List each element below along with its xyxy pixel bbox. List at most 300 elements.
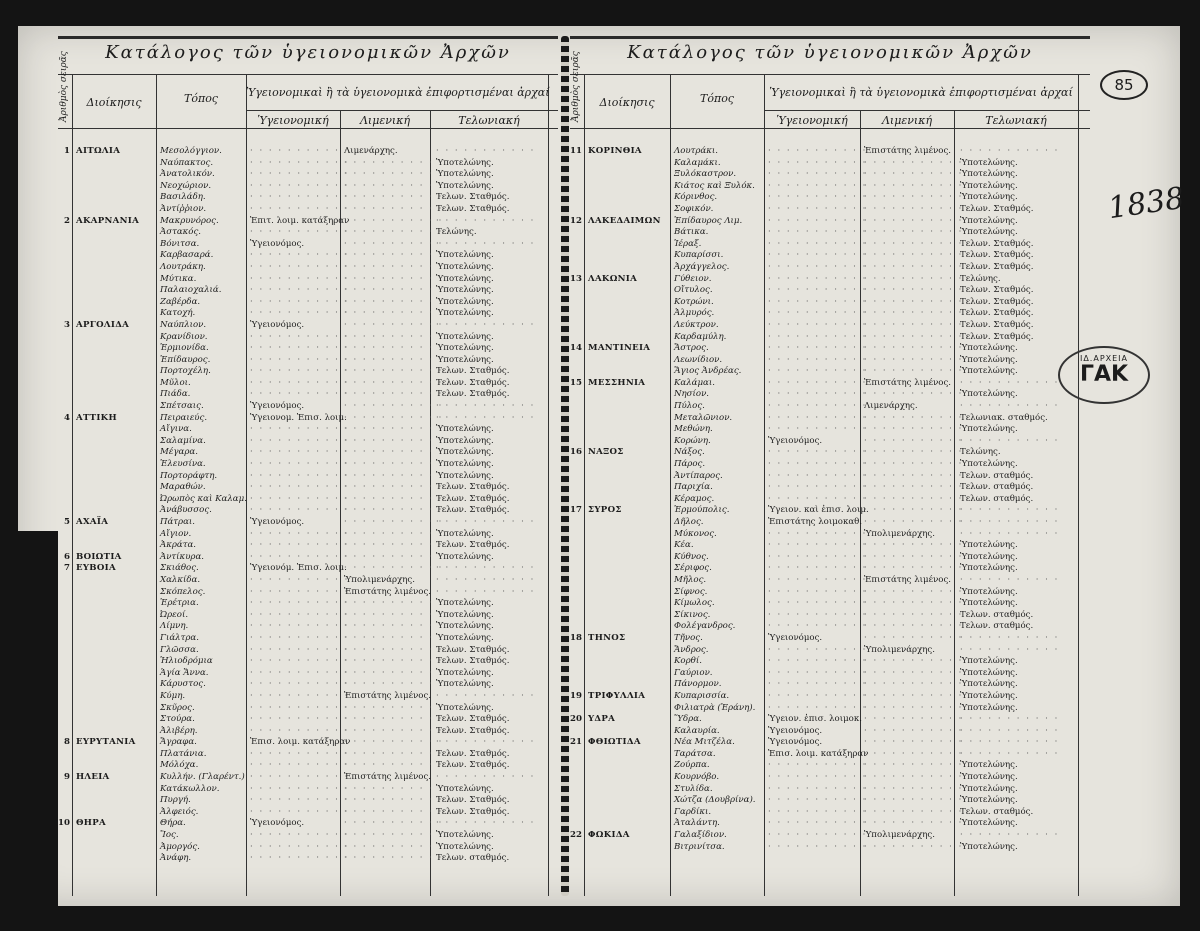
- row-topos: Ἀλφειός.: [160, 806, 199, 817]
- table-row: [58, 355, 558, 367]
- row-teloniaki: · · · · · · · · · · ·: [436, 563, 536, 574]
- table-row: [570, 401, 1090, 413]
- row-limeniki: · · · · · · · · · · ·: [344, 598, 444, 609]
- row-ygeionomiki: · · · · · · · · · · ·: [250, 853, 350, 864]
- row-limeniki: · · · · · · · · · · ·: [344, 818, 444, 829]
- row-topos: Ἀντίῤῥιον.: [160, 203, 207, 214]
- header-ygei: Ὑγειονομική: [257, 114, 329, 127]
- row-number: 16: [570, 447, 582, 458]
- header-limen: Λιμενική: [359, 114, 411, 127]
- row-topos: Πορτοχέλη.: [160, 366, 211, 377]
- row-number: 10: [58, 818, 70, 829]
- row-topos: Πάρος.: [674, 459, 706, 470]
- table-row: [58, 320, 558, 332]
- row-ygeionomiki: Ἐπιτ. λοιμ. κατάξηραν: [250, 215, 350, 226]
- row-teloniaki: Ὑποτελώνης.: [960, 656, 1018, 667]
- table-row: [58, 795, 558, 807]
- table-row: [58, 517, 558, 529]
- row-limeniki: Ἐπιστάτης λιμένος.: [344, 772, 432, 783]
- row-teloniaki: · · · · · · · · · · ·: [436, 146, 536, 156]
- row-teloniaki: · · · · · · · · · · ·: [960, 725, 1060, 736]
- row-number: 3: [64, 319, 70, 330]
- row-topos: Νησίον.: [674, 389, 710, 400]
- row-limeniki: · · · · · · · · · · ·: [864, 366, 964, 377]
- row-teloniaki: Τελωνιακ. σταθμός.: [960, 412, 1048, 423]
- row-dioikisis: ΚΟΡΙΝΘΙΑ: [588, 146, 642, 156]
- row-number: 8: [64, 737, 70, 748]
- row-teloniaki: · · · · · · · · · · ·: [436, 238, 536, 249]
- table-row: [570, 146, 1090, 158]
- row-ygeionomiki: · · · · · · · · · · ·: [250, 679, 350, 690]
- row-limeniki: · · · · · · · · · · ·: [864, 551, 964, 562]
- table-row: [58, 389, 558, 401]
- table-row: [58, 332, 558, 344]
- row-limeniki: · · · · · · · · · · ·: [344, 401, 444, 412]
- table-row: [570, 332, 1090, 344]
- row-teloniaki: Τελων. Σταθμός.: [436, 714, 510, 725]
- row-topos: Λίμνη.: [160, 621, 189, 632]
- row-teloniaki: Ὑποτελώνης.: [436, 783, 494, 794]
- table-row: [58, 216, 558, 228]
- table-row: [58, 447, 558, 459]
- row-ygeionomiki: · · · · · · · · · · ·: [250, 366, 350, 377]
- row-teloniaki: Τελώνης.: [960, 447, 1001, 458]
- row-ygeionomiki: · · · · · · · · · · ·: [768, 319, 868, 330]
- row-topos: Μέγαρα.: [160, 447, 198, 458]
- row-ygeionomiki: · · · · · · · · · · ·: [250, 621, 350, 632]
- row-ygeionomiki: Ἐπισ. λοιμ. κατάξηραν: [768, 748, 869, 759]
- row-ygeionomiki: · · · · · · · · · · ·: [250, 470, 350, 481]
- row-ygeionomiki: · · · · · · · · · · ·: [250, 702, 350, 713]
- row-topos: Κυλλήν. (Γλαρέντ.): [160, 772, 245, 783]
- row-ygeionomiki: · · · · · · · · · · ·: [250, 377, 350, 388]
- row-teloniaki: Ὑποτελώνης.: [960, 424, 1018, 435]
- header-limen: Λιμενική: [881, 114, 933, 127]
- table-row: [58, 158, 558, 170]
- row-ygeionomiki: · · · · · · · · · · ·: [768, 679, 868, 690]
- row-teloniaki: Ὑποτελώνης.: [436, 609, 494, 620]
- row-teloniaki: Τελων. Σταθμός.: [436, 644, 510, 655]
- row-teloniaki: · · · · · · · · · · ·: [960, 574, 1060, 585]
- row-limeniki: · · · · · · · · · · ·: [344, 702, 444, 713]
- row-ygeionomiki: · · · · · · · · · · ·: [250, 841, 350, 852]
- row-topos: Κύθνος.: [674, 551, 709, 562]
- row-topos: Λουτράκη.: [160, 261, 206, 272]
- row-ygeionomiki: · · · · · · · · · · ·: [768, 470, 868, 481]
- row-limeniki: · · · · · · · · · · ·: [864, 215, 964, 226]
- row-teloniaki: Τελων. Σταθμός.: [960, 250, 1034, 261]
- row-topos: Παλαιοχαλιά.: [160, 285, 222, 296]
- row-limeniki: · · · · · · · · · · ·: [344, 621, 444, 632]
- row-topos: Ἀλιβέρη.: [160, 725, 198, 736]
- row-ygeionomiki: · · · · · · · · · · ·: [250, 505, 350, 516]
- table-row: [570, 668, 1090, 680]
- row-ygeionomiki: Ὑγειονόμος.: [768, 435, 823, 446]
- table-row: [570, 760, 1090, 772]
- table-row: [58, 598, 558, 610]
- table-row: [570, 297, 1090, 309]
- left-page: [58, 36, 558, 896]
- row-number: 4: [64, 412, 70, 423]
- table-row: [58, 146, 558, 158]
- row-topos: Ναύπλιον.: [160, 319, 207, 330]
- table-row: [570, 575, 1090, 587]
- row-limeniki: · · · · · · · · · · ·: [344, 354, 444, 365]
- row-limeniki: · · · · · · · · · · ·: [864, 493, 964, 504]
- row-dioikisis: ΜΕΣΣΗΝΙΑ: [588, 377, 646, 388]
- row-ygeionomiki: · · · · · · · · · · ·: [768, 331, 868, 342]
- row-teloniaki: Ὑποτελώνης.: [960, 389, 1018, 400]
- row-limeniki: · · · · · · · · · · ·: [344, 644, 444, 655]
- row-ygeionomiki: · · · · · · · · · · ·: [250, 551, 350, 562]
- row-teloniaki: Τελων. σταθμός.: [960, 493, 1034, 504]
- row-limeniki: Ἐπιστάτης λιμένος.: [344, 690, 432, 701]
- row-topos: Καλαυρία.: [674, 725, 720, 736]
- table-row: [58, 784, 558, 796]
- row-ygeionomiki: Ὑγειονομ. Ἐπισ. λοιμ.: [250, 412, 347, 423]
- row-limeniki: · · · · · · · · · · ·: [344, 714, 444, 725]
- row-teloniaki: Ὑποτελώνης.: [960, 679, 1018, 690]
- row-topos: Βιτρινίτσα.: [674, 841, 725, 852]
- row-ygeionomiki: · · · · · · · · · · ·: [768, 146, 868, 156]
- table-row: [58, 842, 558, 854]
- row-teloniaki: Ὑποτελώνης.: [436, 250, 494, 261]
- row-limeniki: Ἐπιστάτης λιμένος.: [864, 146, 952, 156]
- header-topos: Τόπος: [700, 92, 734, 105]
- row-limeniki: · · · · · · · · · · ·: [344, 470, 444, 481]
- table-row: [570, 517, 1090, 529]
- table-row: [570, 563, 1090, 575]
- row-limeniki: · · · · · · · · · · ·: [344, 447, 444, 458]
- row-limeniki: · · · · · · · · · · ·: [864, 679, 964, 690]
- table-row: [58, 668, 558, 680]
- row-topos: Ἄστρος.: [674, 343, 709, 354]
- row-limeniki: · · · · · · · · · · ·: [344, 609, 444, 620]
- row-topos: Κυπαρίσσι.: [674, 250, 724, 261]
- row-teloniaki: Ὑποτελώνης.: [436, 424, 494, 435]
- row-limeniki: Ὑπολιμενάρχης.: [864, 644, 935, 655]
- row-topos: Γύθειον.: [674, 273, 712, 284]
- row-teloniaki: · · · · · · · · · · ·: [436, 412, 536, 423]
- table-row: [570, 192, 1090, 204]
- table-row: [58, 505, 558, 517]
- row-topos: Ἴος.: [160, 830, 179, 841]
- row-teloniaki: Ὑποτελώνης.: [960, 169, 1018, 180]
- row-teloniaki: Ὑποτελώνης.: [436, 528, 494, 539]
- row-limeniki: · · · · · · · · · · ·: [864, 656, 964, 667]
- table-row: [570, 633, 1090, 645]
- row-teloniaki: Ὑποτελώνης.: [436, 261, 494, 272]
- table-row: [570, 587, 1090, 599]
- row-topos: Πορτοράφτη.: [160, 470, 218, 481]
- row-ygeionomiki: · · · · · · · · · · ·: [250, 296, 350, 307]
- row-dioikisis: ΦΘΙΩΤΙΔΑ: [588, 737, 641, 748]
- row-topos: Γαρδίκι.: [674, 806, 712, 817]
- row-dioikisis: ΦΩΚΙΔΑ: [588, 830, 630, 841]
- table-row: [58, 621, 558, 633]
- row-limeniki: · · · · · · · · · · ·: [344, 343, 444, 354]
- table-row: [58, 529, 558, 541]
- row-ygeionomiki: · · · · · · · · · · ·: [250, 459, 350, 470]
- row-topos: Ἄνδρος.: [674, 644, 709, 655]
- row-limeniki: · · · · · · · · · · ·: [864, 250, 964, 261]
- row-teloniaki: Τελων. Σταθμός.: [960, 308, 1034, 319]
- row-topos: Τῆνος.: [674, 632, 703, 643]
- table-row: [570, 389, 1090, 401]
- row-ygeionomiki: · · · · · · · · · · ·: [768, 482, 868, 493]
- row-limeniki: · · · · · · · · · · ·: [344, 760, 444, 771]
- row-limeniki: · · · · · · · · · · ·: [344, 296, 444, 307]
- row-teloniaki: Ὑποτελώνης.: [960, 586, 1018, 597]
- row-teloniaki: Ὑποτελώνης.: [960, 690, 1018, 701]
- row-teloniaki: · · · · · · · · · · ·: [960, 377, 1060, 388]
- row-teloniaki: Τελων. Σταθμός.: [436, 806, 510, 817]
- row-dioikisis: ΑΤΤΙΚΗ: [76, 412, 117, 423]
- row-ygeionomiki: · · · · · · · · · · ·: [250, 308, 350, 319]
- row-ygeionomiki: · · · · · · · · · · ·: [768, 238, 868, 249]
- table-row: [570, 645, 1090, 657]
- row-topos: Δῆλος.: [674, 517, 704, 527]
- row-ygeionomiki: Ὑγειον. καὶ ἐπισ. λοιμ.: [768, 505, 869, 516]
- table-row: [58, 760, 558, 772]
- row-limeniki: · · · · · · · · · · ·: [344, 435, 444, 446]
- row-dioikisis: ΕΥΡΥΤΑΝΙΑ: [76, 737, 136, 748]
- torn-edge: [18, 531, 58, 931]
- row-teloniaki: · · · · · · · · · · ·: [436, 690, 536, 701]
- row-topos: Ἀταλάντη.: [674, 818, 720, 829]
- row-number: 22: [570, 830, 582, 841]
- table-row: [58, 413, 558, 425]
- table-row: [58, 262, 558, 274]
- row-topos: Σπέτσαις.: [160, 401, 204, 412]
- row-teloniaki: Τελων. Σταθμός.: [436, 505, 510, 516]
- row-topos: Στούρα.: [160, 714, 195, 725]
- table-row: [570, 656, 1090, 668]
- row-ygeionomiki: · · · · · · · · · · ·: [768, 261, 868, 272]
- row-limeniki: · · · · · · · · · · ·: [864, 795, 964, 806]
- row-limeniki: · · · · · · · · · · ·: [864, 714, 964, 725]
- row-teloniaki: Ὑποτελώνης.: [436, 447, 494, 458]
- header-num: Ἀριθμὸς σειρᾶς: [59, 51, 69, 122]
- row-ygeionomiki: · · · · · · · · · · ·: [768, 528, 868, 539]
- row-topos: Μακρυνόρος.: [160, 215, 219, 226]
- row-ygeionomiki: · · · · · · · · · · ·: [250, 435, 350, 446]
- row-ygeionomiki: · · · · · · · · · · ·: [768, 401, 868, 412]
- table-row: [58, 227, 558, 239]
- row-ygeionomiki: · · · · · · · · · · ·: [768, 841, 868, 852]
- table-row: [570, 807, 1090, 819]
- row-topos: Κορθί.: [674, 656, 702, 667]
- row-limeniki: · · · · · · · · · · ·: [864, 505, 964, 516]
- row-teloniaki: Τελων. Σταθμός.: [436, 366, 510, 377]
- row-limeniki: · · · · · · · · · · ·: [344, 412, 444, 423]
- row-teloniaki: Ὑποτελώνης.: [436, 296, 494, 307]
- row-ygeionomiki: · · · · · · · · · · ·: [768, 760, 868, 771]
- row-limeniki: · · · · · · · · · · ·: [864, 203, 964, 214]
- row-limeniki: · · · · · · · · · · ·: [344, 261, 444, 272]
- right-page: [570, 36, 1090, 896]
- row-teloniaki: Ὑποτελώνης.: [436, 551, 494, 562]
- row-teloniaki: Τελων. σταθμός.: [960, 482, 1034, 493]
- row-teloniaki: Τελων. Σταθμός.: [960, 238, 1034, 249]
- row-teloniaki: Τελων. Σταθμός.: [436, 203, 510, 214]
- table-row: [58, 703, 558, 715]
- row-ygeionomiki: · · · · · · · · · · ·: [250, 250, 350, 261]
- row-topos: Καλαμάκι.: [674, 157, 721, 168]
- row-topos: Ἀκράτα.: [160, 540, 196, 551]
- row-limeniki: · · · · · · · · · · ·: [864, 169, 964, 180]
- row-ygeionomiki: · · · · · · · · · · ·: [768, 447, 868, 458]
- row-teloniaki: Τελων. Σταθμός.: [436, 656, 510, 667]
- table-row: [58, 204, 558, 216]
- row-topos: Ζαβέρδα.: [160, 296, 201, 307]
- row-topos: Ἀνάφη.: [160, 853, 192, 864]
- row-ygeionomiki: · · · · · · · · · · ·: [768, 644, 868, 655]
- table-row: [570, 621, 1090, 633]
- row-teloniaki: Ὑποτελώνης.: [436, 435, 494, 446]
- row-teloniaki: Τελων. Σταθμός.: [436, 493, 510, 504]
- row-ygeionomiki: · · · · · · · · · · ·: [250, 203, 350, 214]
- row-ygeionomiki: · · · · · · · · · · ·: [768, 818, 868, 829]
- row-topos: Ἐρέτρια.: [160, 598, 199, 609]
- row-teloniaki: Ὑποτελώνης.: [436, 459, 494, 470]
- row-topos: Ξυλόκαστρον.: [674, 169, 737, 180]
- row-number: 17: [570, 505, 582, 516]
- row-teloniaki: Ὑποτελώνης.: [436, 180, 494, 191]
- row-number: 12: [570, 215, 582, 226]
- row-ygeionomiki: · · · · · · · · · · ·: [250, 261, 350, 272]
- table-row: [570, 714, 1090, 726]
- row-limeniki: · · · · · · · · · · ·: [864, 273, 964, 284]
- row-ygeionomiki: · · · · · · · · · · ·: [250, 714, 350, 725]
- table-row: [570, 343, 1090, 355]
- row-ygeionomiki: · · · · · · · · · · ·: [768, 377, 868, 388]
- row-number: 19: [570, 690, 582, 701]
- row-topos: Καρβασαρά.: [160, 250, 214, 261]
- row-dioikisis: ΤΗΝΟΣ: [588, 632, 626, 643]
- row-limeniki: · · · · · · · · · · ·: [864, 760, 964, 771]
- row-ygeionomiki: · · · · · · · · · · ·: [250, 227, 350, 238]
- row-topos: Ναύπακτος.: [160, 157, 214, 168]
- table-row: [570, 784, 1090, 796]
- table-row: [570, 169, 1090, 181]
- row-number: 2: [64, 215, 70, 226]
- row-topos: Σκῦρος.: [160, 702, 195, 713]
- row-topos: Πιάδα.: [160, 389, 191, 400]
- row-topos: Πύλος.: [674, 401, 705, 412]
- row-topos: Νέα Μιτζέλα.: [674, 737, 735, 748]
- row-limeniki: · · · · · · · · · · ·: [864, 285, 964, 296]
- row-teloniaki: Ὑποτελώνης.: [960, 598, 1018, 609]
- row-topos: Λεωνίδιον.: [674, 354, 723, 365]
- row-topos: Ἀνατολικόν.: [160, 169, 215, 180]
- row-limeniki: · · · · · · · · · · ·: [864, 331, 964, 342]
- table-row: [58, 749, 558, 761]
- row-ygeionomiki: · · · · · · · · · · ·: [768, 667, 868, 678]
- table-row: [570, 598, 1090, 610]
- row-ygeionomiki: · · · · · · · · · · ·: [768, 343, 868, 354]
- row-topos: Βασιλάδη.: [160, 192, 206, 203]
- row-limeniki: · · · · · · · · · · ·: [864, 586, 964, 597]
- table-row: [570, 505, 1090, 517]
- row-limeniki: · · · · · · · · · · ·: [344, 551, 444, 562]
- row-topos: Κέραμος.: [674, 493, 715, 504]
- row-topos: Κάρυστος.: [160, 679, 206, 690]
- row-ygeionomiki: · · · · · · · · · · ·: [250, 447, 350, 458]
- row-teloniaki: Τελων. Σταθμός.: [960, 331, 1034, 342]
- row-topos: Βάτικα.: [674, 227, 709, 238]
- table-row: [570, 471, 1090, 483]
- row-limeniki: · · · · · · · · · · ·: [344, 528, 444, 539]
- row-limeniki: · · · · · · · · · · ·: [344, 482, 444, 493]
- row-dioikisis: ΑΧΑΪΑ: [76, 517, 109, 527]
- row-limeniki: · · · · · · · · · · ·: [344, 748, 444, 759]
- row-limeniki: · · · · · · · · · · ·: [864, 841, 964, 852]
- row-limeniki: · · · · · · · · · · ·: [864, 435, 964, 446]
- row-limeniki: Ἐπιστάτης λιμένος.: [864, 377, 952, 388]
- row-teloniaki: Ὑποτελώνης.: [436, 598, 494, 609]
- header-num: Ἀριθμὸς σειρᾶς: [571, 51, 581, 122]
- row-teloniaki: Ὑποτελώνης.: [960, 760, 1018, 771]
- row-ygeionomiki: · · · · · · · · · · ·: [768, 424, 868, 435]
- row-limeniki: · · · · · · · · · · ·: [344, 667, 444, 678]
- row-limeniki: · · · · · · · · · · ·: [344, 841, 444, 852]
- row-limeniki: · · · · · · · · · · ·: [864, 354, 964, 365]
- row-limeniki: · · · · · · · · · · ·: [344, 517, 444, 527]
- row-limeniki: · · · · · · · · · · ·: [344, 377, 444, 388]
- header-dioikisis: Διοίκησις: [86, 96, 142, 109]
- row-teloniaki: · · · · · · · · · · ·: [436, 772, 536, 783]
- table-row: [58, 714, 558, 726]
- row-limeniki: · · · · · · · · · · ·: [864, 343, 964, 354]
- table-row: [58, 830, 558, 842]
- row-ygeionomiki: · · · · · · · · · · ·: [250, 389, 350, 400]
- stamp-top-text: ΙΔ.ΑΡΧΕΙΑ: [1079, 354, 1129, 363]
- row-limeniki: · · · · · · · · · · ·: [344, 157, 444, 168]
- row-teloniaki: Τελων. σταθμός.: [960, 470, 1034, 481]
- row-ygeionomiki: · · · · · · · · · · ·: [250, 482, 350, 493]
- row-limeniki: · · · · · · · · · · ·: [344, 830, 444, 841]
- row-ygeionomiki: · · · · · · · · · · ·: [768, 215, 868, 226]
- row-teloniaki: Τελων. Σταθμός.: [436, 760, 510, 771]
- row-limeniki: · · · · · · · · · · ·: [864, 470, 964, 481]
- table-row: [570, 436, 1090, 448]
- row-limeniki: · · · · · · · · · · ·: [864, 702, 964, 713]
- row-teloniaki: Ὑποτελώνης.: [436, 308, 494, 319]
- table-row: [570, 274, 1090, 286]
- row-number: 18: [570, 632, 582, 643]
- row-topos: Πάτραι.: [160, 517, 196, 527]
- row-ygeionomiki: · · · · · · · · · · ·: [250, 632, 350, 643]
- row-ygeionomiki: · · · · · · · · · · ·: [768, 656, 868, 667]
- row-topos: Ἡλιοδρόμια: [160, 656, 213, 667]
- table-row: [570, 262, 1090, 274]
- row-limeniki: · · · · · · · · · · ·: [864, 459, 964, 470]
- row-ygeionomiki: Ὑγειονόμος.: [250, 319, 305, 330]
- row-ygeionomiki: · · · · · · · · · · ·: [768, 493, 868, 504]
- row-teloniaki: · · · · · · · · · · ·: [436, 517, 536, 527]
- table-row: [570, 320, 1090, 332]
- row-ygeionomiki: · · · · · · · · · · ·: [250, 644, 350, 655]
- row-limeniki: Ἐπιστάτης λιμένος.: [344, 586, 432, 597]
- table-row: [570, 227, 1090, 239]
- row-limeniki: · · · · · · · · · · ·: [864, 412, 964, 423]
- row-teloniaki: · · · · · · · · · · ·: [960, 644, 1060, 655]
- row-teloniaki: Τελων. σταθμός.: [960, 621, 1034, 632]
- row-ygeionomiki: · · · · · · · · · · ·: [768, 598, 868, 609]
- row-ygeionomiki: · · · · · · · · · · ·: [768, 690, 868, 701]
- row-ygeionomiki: · · · · · · · · · · ·: [250, 574, 350, 585]
